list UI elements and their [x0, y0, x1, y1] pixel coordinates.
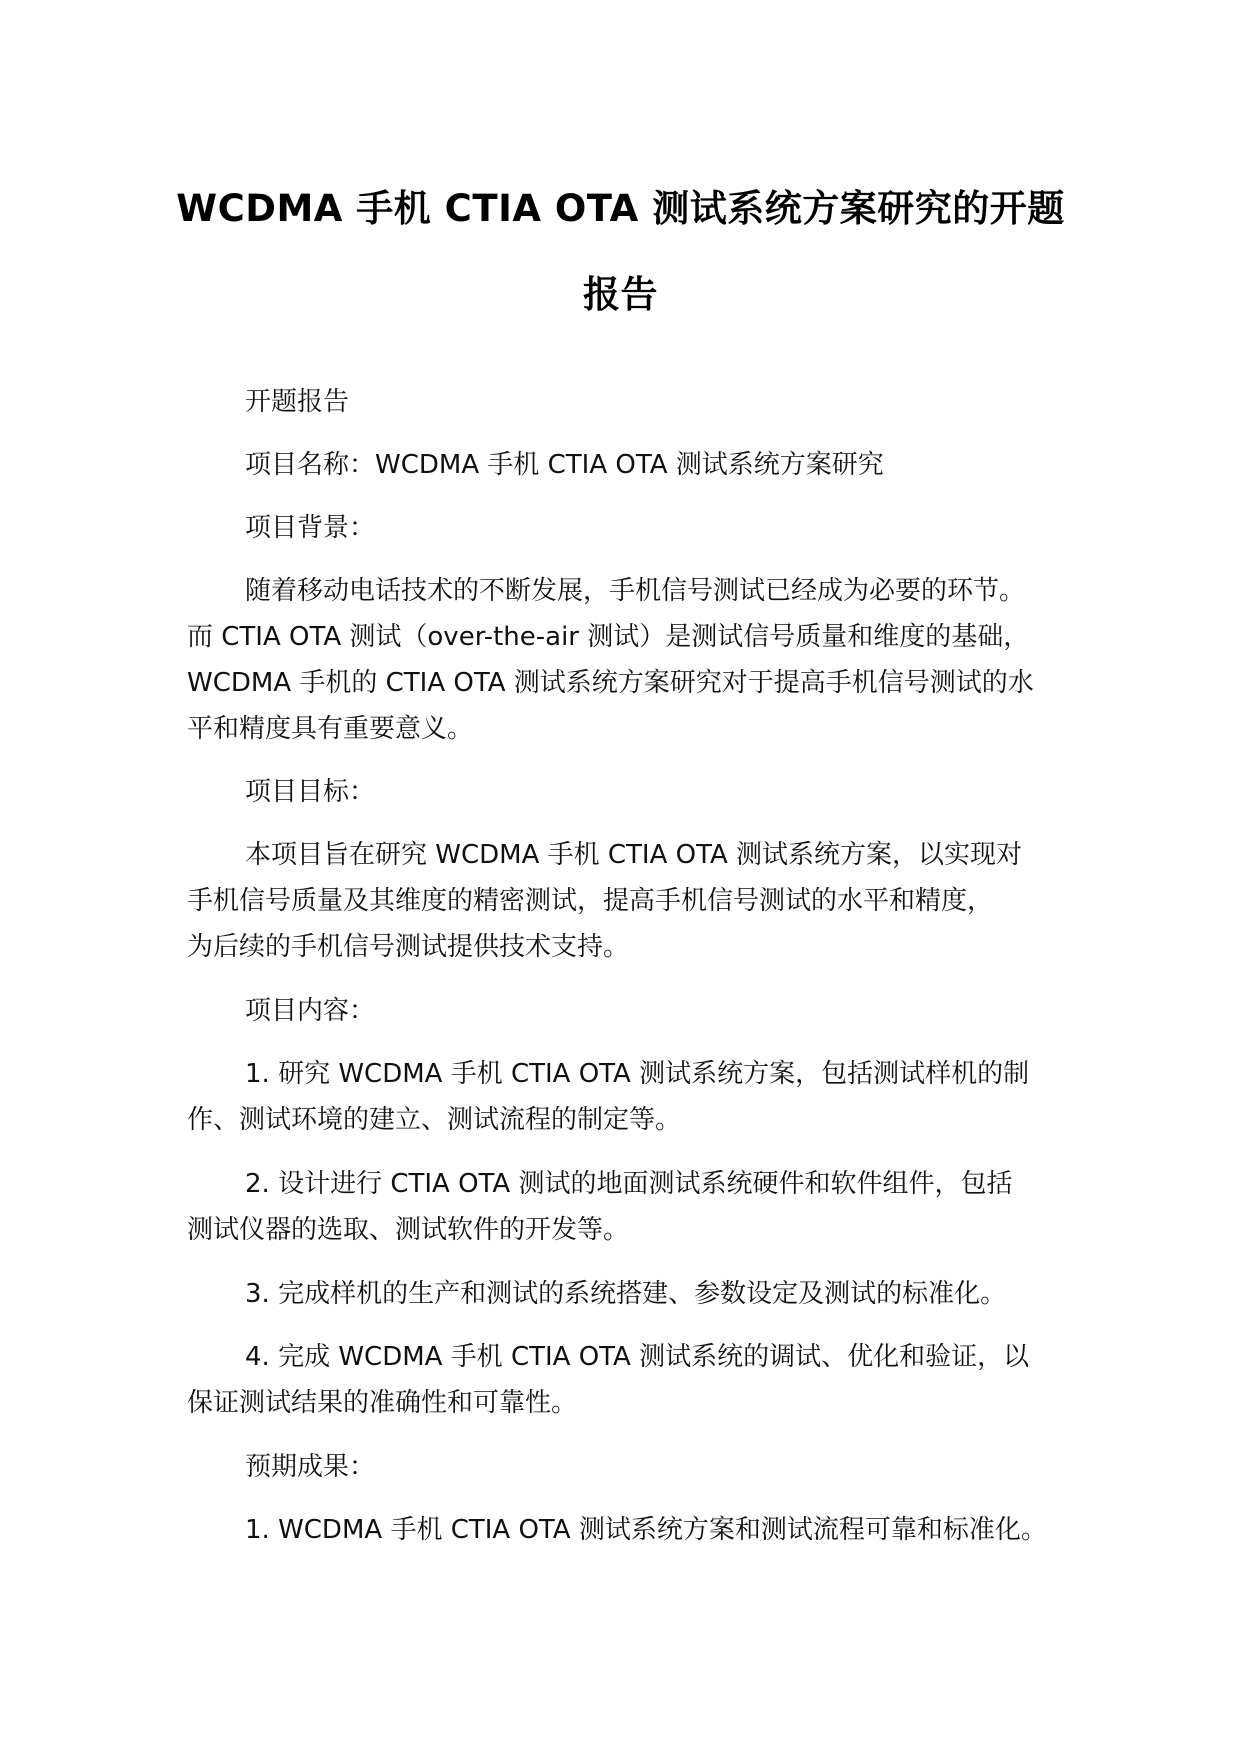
text-line: 为后续的手机信号测试提供技术支持。 — [187, 932, 630, 962]
text-line: 随着移动电话技术的不断发展，手机信号测试已经成为必要的环节。 — [245, 576, 1026, 606]
text-line: 平和精度具有重要意义。 — [187, 714, 474, 744]
list-item-content-4 — [187, 1334, 1067, 1426]
text-line: 2. 设计进行 CTIA OTA 测试的地面测试系统硬件和软件组件，包括 — [245, 1169, 1013, 1199]
text-line: 预期成果： — [245, 1452, 376, 1482]
heading-project-content — [187, 988, 1067, 1034]
text-line: 3. 完成样机的生产和测试的系统搭建、参数设定及测试的标准化。 — [245, 1279, 1007, 1309]
paragraph-project-goal — [187, 832, 1067, 970]
document-title-line-1: WCDMA 手机 CTIA OTA 测试系统方案研究的开题 — [176, 187, 1065, 230]
text-line: 项目背景： — [245, 513, 376, 543]
text-line: 测试仪器的选取、测试软件的开发等。 — [187, 1215, 630, 1245]
list-item-result-1 — [187, 1507, 1067, 1553]
text-line: 项目目标： — [245, 777, 376, 807]
heading-project-background — [187, 505, 1067, 551]
text-line: 1. WCDMA 手机 CTIA OTA 测试系统方案和测试流程可靠和标准化。 — [245, 1515, 1047, 1545]
document-title-line-2: 报告 — [583, 273, 658, 316]
text-line: 本项目旨在研究 WCDMA 手机 CTIA OTA 测试系统方案，以实现对 — [245, 840, 1023, 870]
paragraph-project-name — [187, 442, 1067, 488]
text-line: 而 CTIA OTA 测试（over-the-air 测试）是测试信号质量和维度的基础， — [187, 622, 1030, 652]
paragraph-report-heading — [187, 379, 1067, 425]
text-line: 1. 研究 WCDMA 手机 CTIA OTA 测试系统方案，包括测试样机的制 — [245, 1059, 1030, 1089]
text-line: 开题报告 — [245, 387, 350, 417]
list-item-content-2 — [187, 1161, 1067, 1253]
text-line: 手机信号质量及其维度的精密测试，提高手机信号测试的水平和精度， — [187, 886, 994, 916]
text-line: 4. 完成 WCDMA 手机 CTIA OTA 测试系统的调试、优化和验证，以 — [245, 1342, 1030, 1372]
list-item-content-3 — [187, 1271, 1067, 1317]
text-line: 作、测试环境的建立、测试流程的制定等。 — [187, 1105, 682, 1135]
text-line: 项目名称：WCDMA 手机 CTIA OTA 测试系统方案研究 — [245, 450, 884, 480]
text-line: 保证测试结果的准确性和可靠性。 — [187, 1388, 578, 1418]
list-item-content-1 — [187, 1051, 1067, 1143]
heading-project-goal — [187, 769, 1067, 815]
paragraph-project-background — [187, 568, 1067, 752]
text-line: WCDMA 手机的 CTIA OTA 测试系统方案研究对于提高手机信号测试的水 — [187, 668, 1034, 698]
heading-expected-results — [187, 1444, 1067, 1490]
text-line: 项目内容： — [245, 996, 376, 1026]
